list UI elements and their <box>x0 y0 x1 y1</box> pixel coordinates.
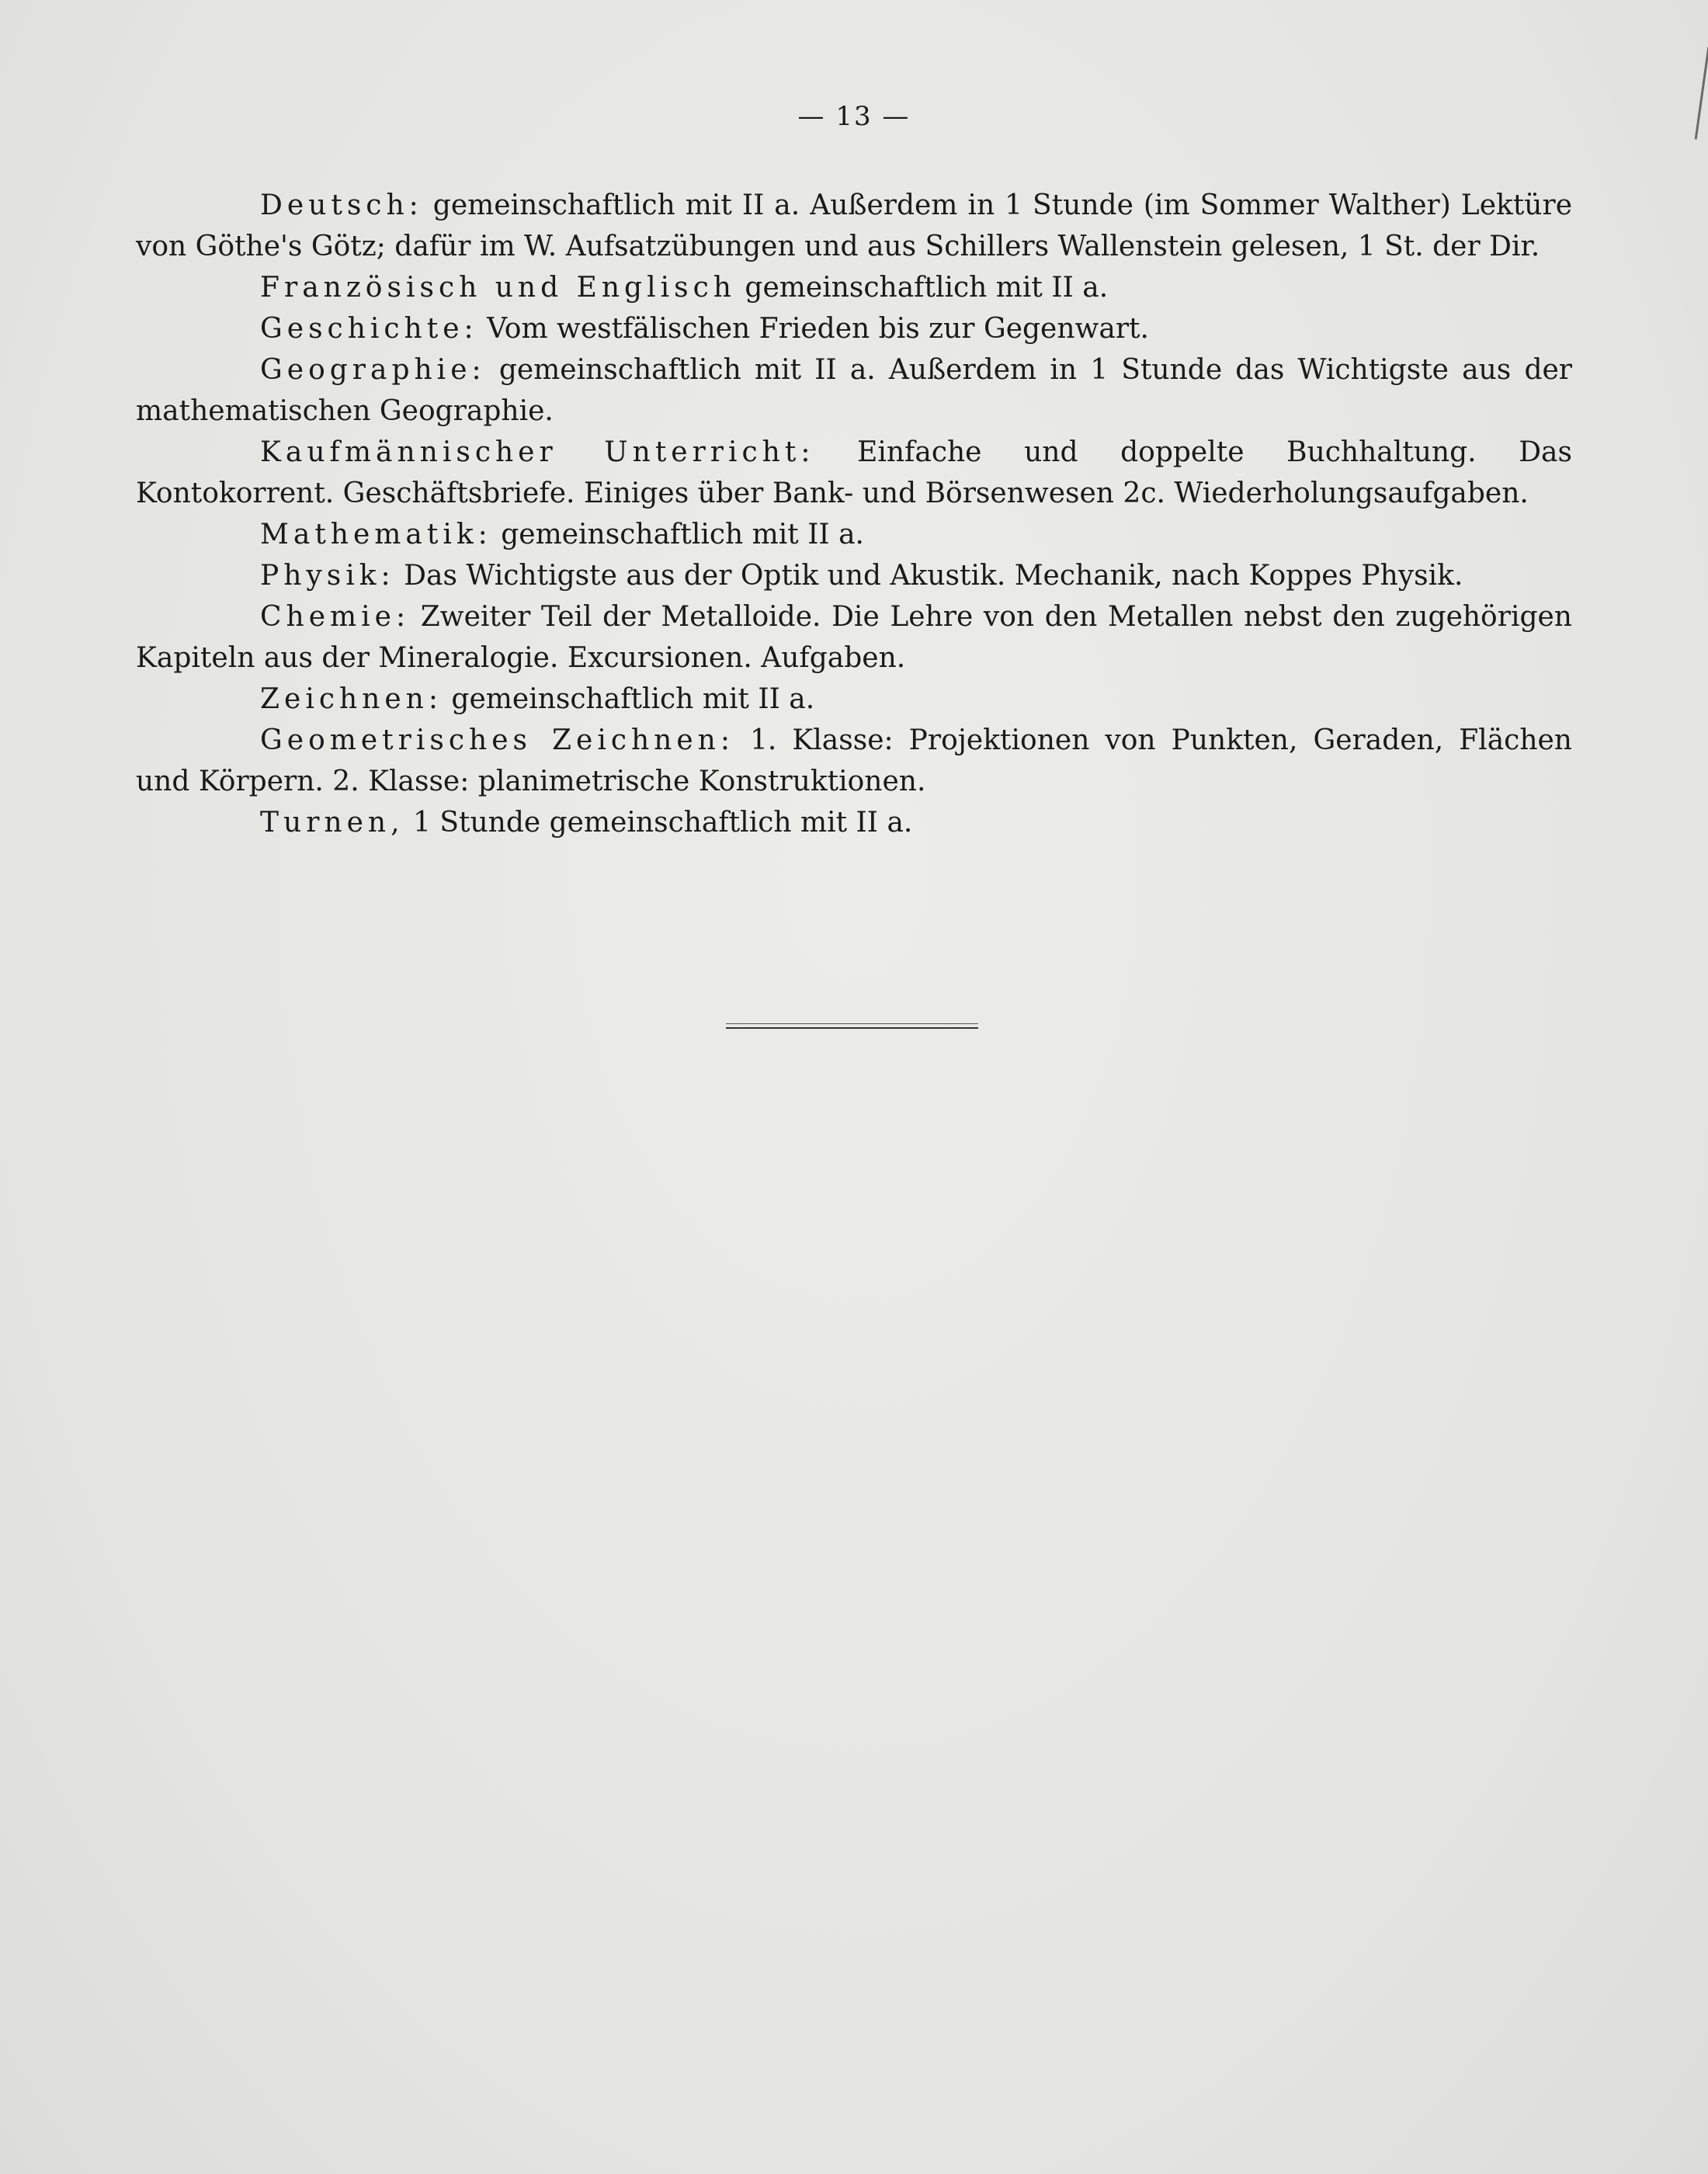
subject-label: Zeichnen: <box>260 683 443 715</box>
paragraph-zeichnen <box>136 679 1572 720</box>
paragraph-chemie <box>136 596 1572 679</box>
paragraph-mathematik <box>136 514 1572 555</box>
paragraph-geographie <box>136 349 1572 432</box>
paragraph-geschichte <box>136 308 1572 349</box>
subject-description: 1. Klasse: Projektionen von Punkten, Geraden, Flächen und Körpern. 2. Klasse: planimetrische Konstruktionen. <box>136 724 1572 797</box>
subject-description: gemeinschaftlich mit II a. Außerdem in 1 Stunde das Wichtigste aus der mathematischen Geographie. <box>136 354 1572 427</box>
subject-label: Deutsch: <box>260 189 423 221</box>
subject-description: gemeinschaftlich mit II a. <box>735 272 1109 304</box>
subject-label: Kaufmännischer Unterricht: <box>260 436 815 468</box>
subject-description: 1 Stunde gemeinschaftlich mit II a. <box>404 807 913 839</box>
subject-label: Chemie: <box>260 601 411 633</box>
subject-description: gemeinschaftlich mit II a. Außerdem in 1 Stunde (im Sommer Walther) Lektüre von Göthe's Götz; dafür im W. Aufsatzübungen und aus Schillers Wallenstein gelesen, 1 St. der Dir. <box>136 189 1572 262</box>
paragraph-franzoesisch-englisch <box>136 267 1572 308</box>
paragraph-geometrisches-zeichnen <box>136 720 1572 802</box>
subject-description: gemeinschaftlich mit II a. <box>491 519 864 550</box>
page-number: — 13 — <box>797 101 911 132</box>
paragraph-kaufmaennischer-unterricht <box>136 432 1572 514</box>
section-end-rule <box>726 1023 978 1029</box>
subject-description: Einfache und doppelte Buchhaltung. Das Kontokorrent. Geschäftsbriefe. Einiges über Bank- und Börsenwesen 2c. Wiederholungsaufgaben. <box>136 436 1572 509</box>
subject-description: gemeinschaftlich mit II a. <box>442 683 815 715</box>
subject-label: Physik: <box>260 560 395 592</box>
subject-label: Französisch und Englisch <box>260 272 736 304</box>
curriculum-text <box>136 185 1572 843</box>
paragraph-deutsch <box>136 185 1572 267</box>
subject-label: Turnen, <box>260 807 404 839</box>
paragraph-physik <box>136 555 1572 596</box>
subject-description: Vom westfälischen Frieden bis zur Gegenwart. <box>477 313 1149 345</box>
subject-label: Geschichte: <box>260 313 478 345</box>
subject-label: Mathematik: <box>260 519 492 550</box>
subject-description: Zweiter Teil der Metalloide. Die Lehre von den Metallen nebst den zugehörigen Kapiteln aus der Mineralogie. Excursionen. Aufgaben. <box>136 601 1572 674</box>
subject-label: Geometrisches Zeichnen: <box>260 724 734 756</box>
subject-label: Geographie: <box>260 354 486 386</box>
subject-description: Das Wichtigste aus der Optik und Akustik. Mechanik, nach Koppes Physik. <box>394 560 1463 592</box>
paragraph-turnen <box>136 802 1572 843</box>
